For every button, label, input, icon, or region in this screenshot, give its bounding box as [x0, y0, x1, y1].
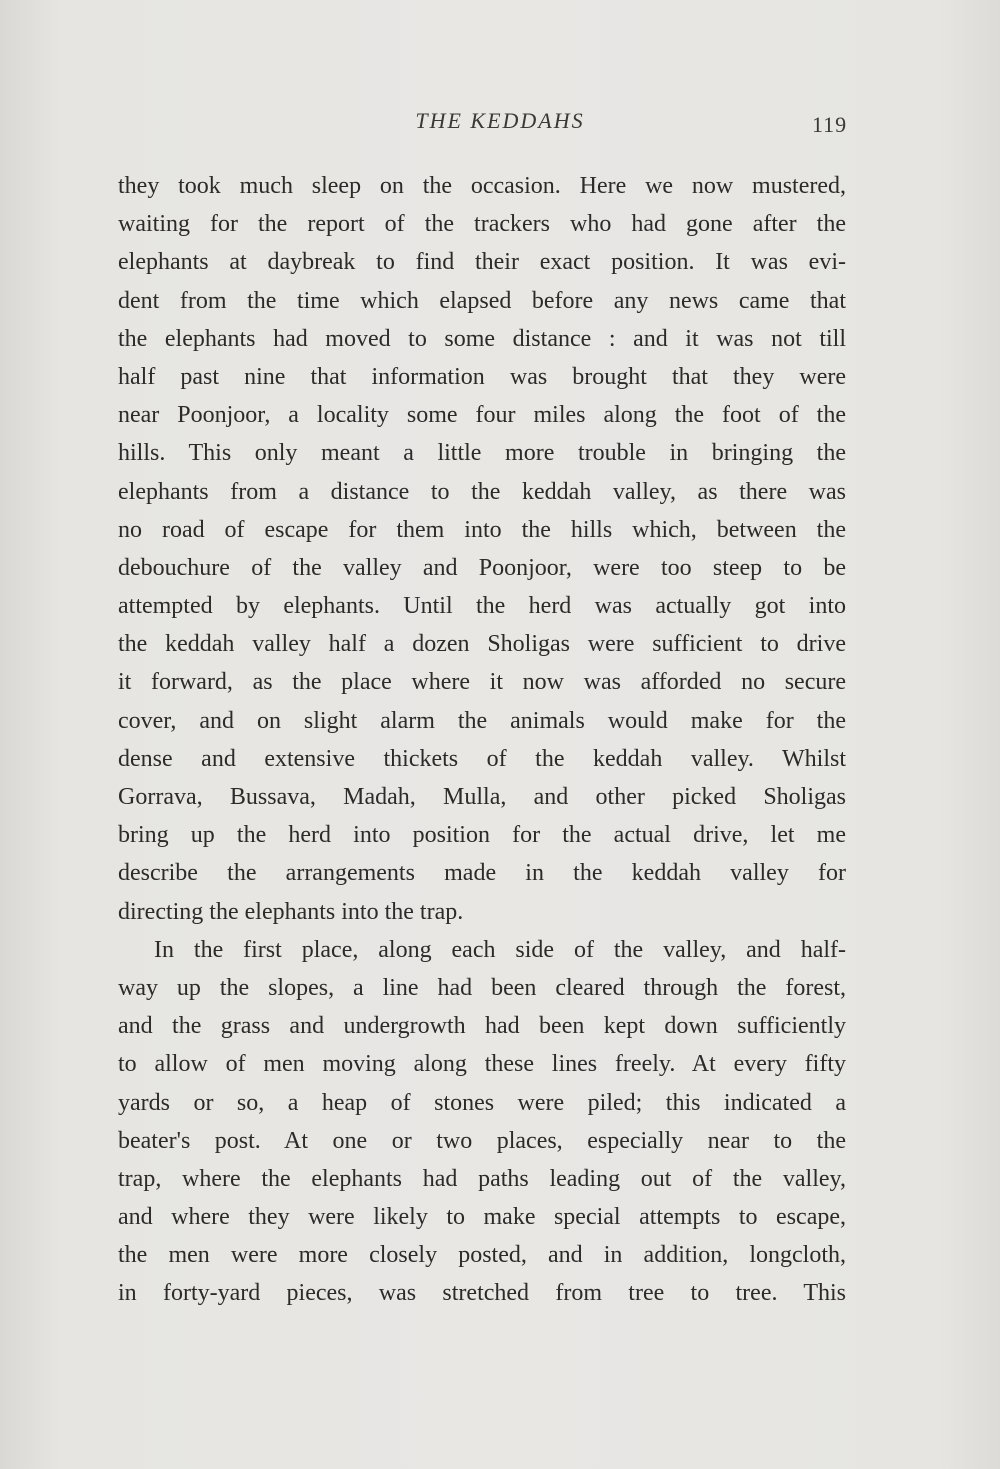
page-number: 119	[812, 112, 848, 137]
text-line: yards or so, a heap of stones were piled; this indicated a	[118, 1089, 846, 1116]
text-line: trap, where the elephants had paths leading out of the valley,	[118, 1165, 846, 1192]
text-line: the keddah valley half a dozen Sholigas were sufficient to drive	[118, 631, 846, 658]
text-line: dense and extensive thickets of the keddah valley. Whilst	[118, 745, 846, 772]
text-line: the men were more closely posted, and in addition, longcloth,	[118, 1242, 846, 1269]
text-line: to allow of men moving along these lines freely. At every fifty	[118, 1051, 846, 1078]
text-line: it forward, as the place where it now was afforded no secure	[118, 669, 846, 696]
text-line: elephants at daybreak to find their exact position. It was evi-	[118, 249, 846, 276]
text-line: bring up the herd into position for the actual drive, let me	[118, 822, 846, 849]
text-line: and the grass and undergrowth had been kept down sufficiently	[118, 1013, 846, 1040]
text-line-paragraph-end: directing the elephants into the trap.	[118, 898, 464, 925]
text-line: attempted by elephants. Until the herd was actually got into	[118, 593, 846, 620]
text-line: in forty-yard pieces, was stretched from tree to tree. This	[118, 1280, 846, 1307]
text-line: Gorrava, Bussava, Madah, Mulla, and other picked Sholigas	[118, 784, 846, 810]
text-line: near Poonjoor, a locality some four miles along the foot of the	[118, 402, 846, 429]
running-head-title: THE KEDDAHS	[415, 108, 585, 133]
text-line: waiting for the report of the trackers who had gone after the	[118, 211, 846, 238]
text-line: debouchure of the valley and Poonjoor, were too steep to be	[118, 554, 846, 581]
text-line-paragraph-start: In the first place, along each side of the valley, and half-	[154, 936, 846, 963]
text-line: no road of escape for them into the hills which, between the	[118, 516, 846, 543]
body-text	[118, 167, 846, 1313]
text-line: they took much sleep on the occasion. Here we now mustered,	[118, 173, 846, 199]
text-line: describe the arrangements made in the keddah valley for	[118, 860, 846, 887]
text-line: dent from the time which elapsed before any news came that	[118, 287, 846, 314]
text-line: cover, and on slight alarm the animals would make for the	[118, 707, 846, 734]
text-line: hills. This only meant a little more trouble in bringing the	[118, 440, 846, 467]
text-line: beater's post. At one or two places, especially near to the	[118, 1127, 846, 1154]
text-line: elephants from a distance to the keddah valley, as there was	[118, 478, 846, 505]
text-line: and where they were likely to make special attempts to escape,	[118, 1204, 846, 1231]
text-line: half past nine that information was brought that they were	[118, 363, 846, 390]
text-line: the elephants had moved to some distance : and it was not till	[118, 325, 846, 352]
text-line: way up the slopes, a line had been cleared through the forest,	[118, 974, 846, 1001]
